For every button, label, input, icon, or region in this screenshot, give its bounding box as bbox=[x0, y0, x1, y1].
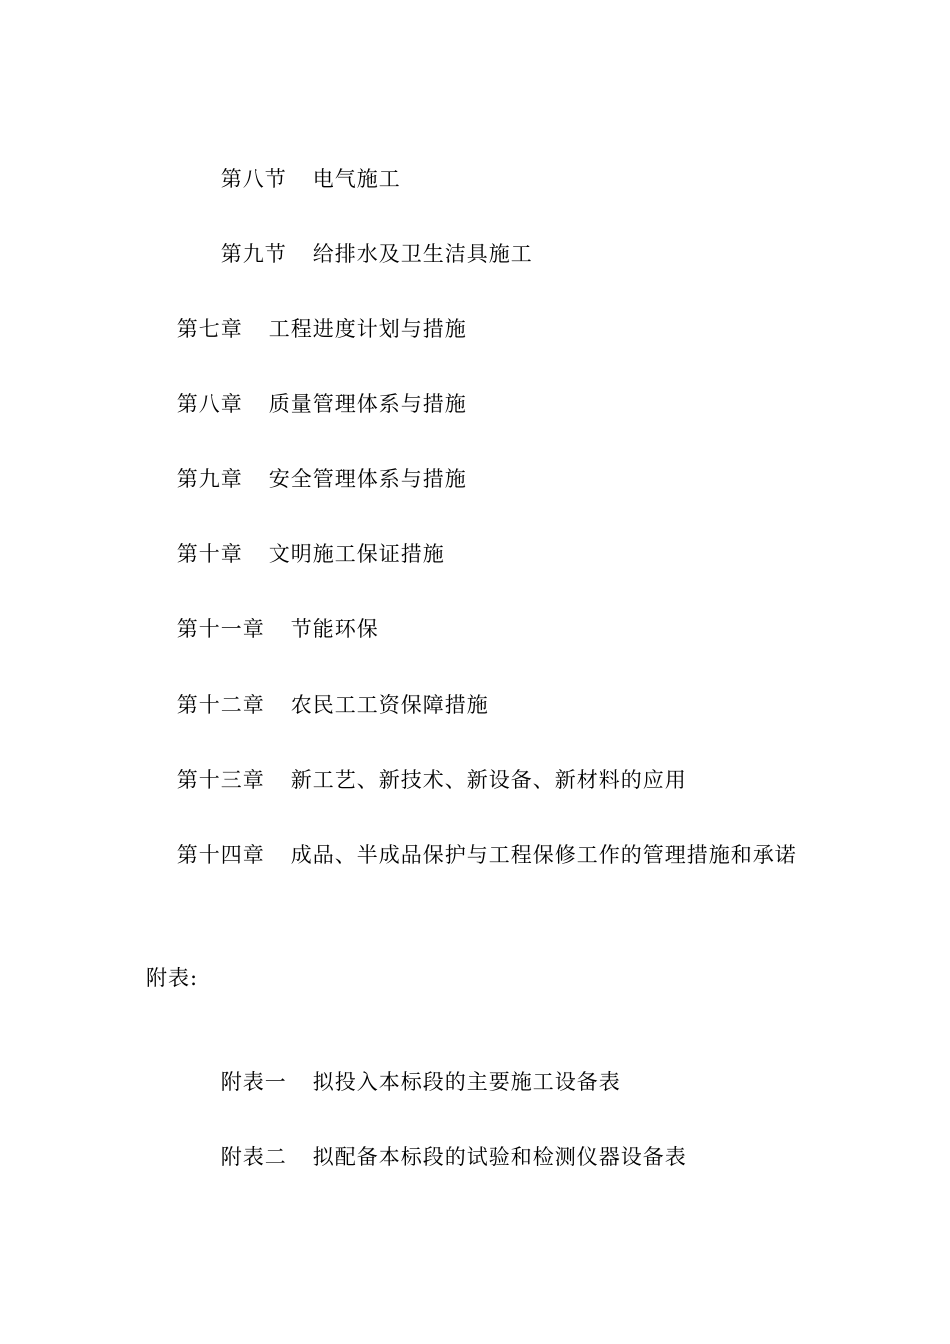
toc-entry-title: 成品、半成品保护与工程保修工作的管理措施和承诺 bbox=[290, 843, 797, 867]
toc-entry-number: 第七章 bbox=[176, 317, 243, 341]
toc-entry-number: 第九章 bbox=[176, 467, 243, 491]
toc-entry-number: 第十一章 bbox=[176, 617, 265, 641]
toc-entry-title: 电气施工 bbox=[312, 167, 401, 191]
toc-entry bbox=[146, 813, 797, 897]
toc-entry bbox=[146, 437, 467, 521]
toc-entry-number: 第八节 bbox=[220, 167, 287, 191]
toc-entry bbox=[146, 512, 445, 596]
toc-entry bbox=[146, 587, 379, 671]
toc-entry-title: 质量管理体系与措施 bbox=[268, 392, 467, 416]
appendix-entry-number: 附表一 bbox=[220, 1070, 287, 1094]
toc-entry bbox=[146, 362, 467, 446]
toc-entry bbox=[190, 137, 401, 221]
toc-entry-title: 文明施工保证措施 bbox=[268, 542, 445, 566]
appendix-heading: 附表: bbox=[146, 966, 199, 990]
toc-entry-title: 工程进度计划与措施 bbox=[268, 317, 467, 341]
toc-entry-number: 第十四章 bbox=[176, 843, 265, 867]
toc-entry-title: 安全管理体系与措施 bbox=[268, 467, 467, 491]
toc-entry-number: 第九节 bbox=[220, 242, 287, 266]
toc-entry bbox=[146, 738, 687, 822]
toc-entry-number: 第十二章 bbox=[176, 693, 265, 717]
toc-entry-number: 第十章 bbox=[176, 542, 243, 566]
toc-entry-number: 第十三章 bbox=[176, 768, 265, 792]
appendix-entry-title: 拟配备本标段的试验和检测仪器设备表 bbox=[312, 1145, 687, 1169]
appendix-entry bbox=[190, 1115, 687, 1199]
appendix-entry bbox=[190, 1040, 621, 1124]
toc-entry-title: 新工艺、新技术、新设备、新材料的应用 bbox=[290, 768, 687, 792]
toc-entry bbox=[146, 287, 467, 371]
toc-entry bbox=[190, 212, 533, 296]
toc-entry-title: 农民工工资保障措施 bbox=[290, 693, 489, 717]
toc-entry-number: 第八章 bbox=[176, 392, 243, 416]
appendix-entry-title: 拟投入本标段的主要施工设备表 bbox=[312, 1070, 621, 1094]
toc-entry bbox=[146, 663, 489, 747]
toc-entry-title: 给排水及卫生洁具施工 bbox=[312, 242, 533, 266]
toc-entry-title: 节能环保 bbox=[290, 617, 379, 641]
appendix-entry-number: 附表二 bbox=[220, 1145, 287, 1169]
